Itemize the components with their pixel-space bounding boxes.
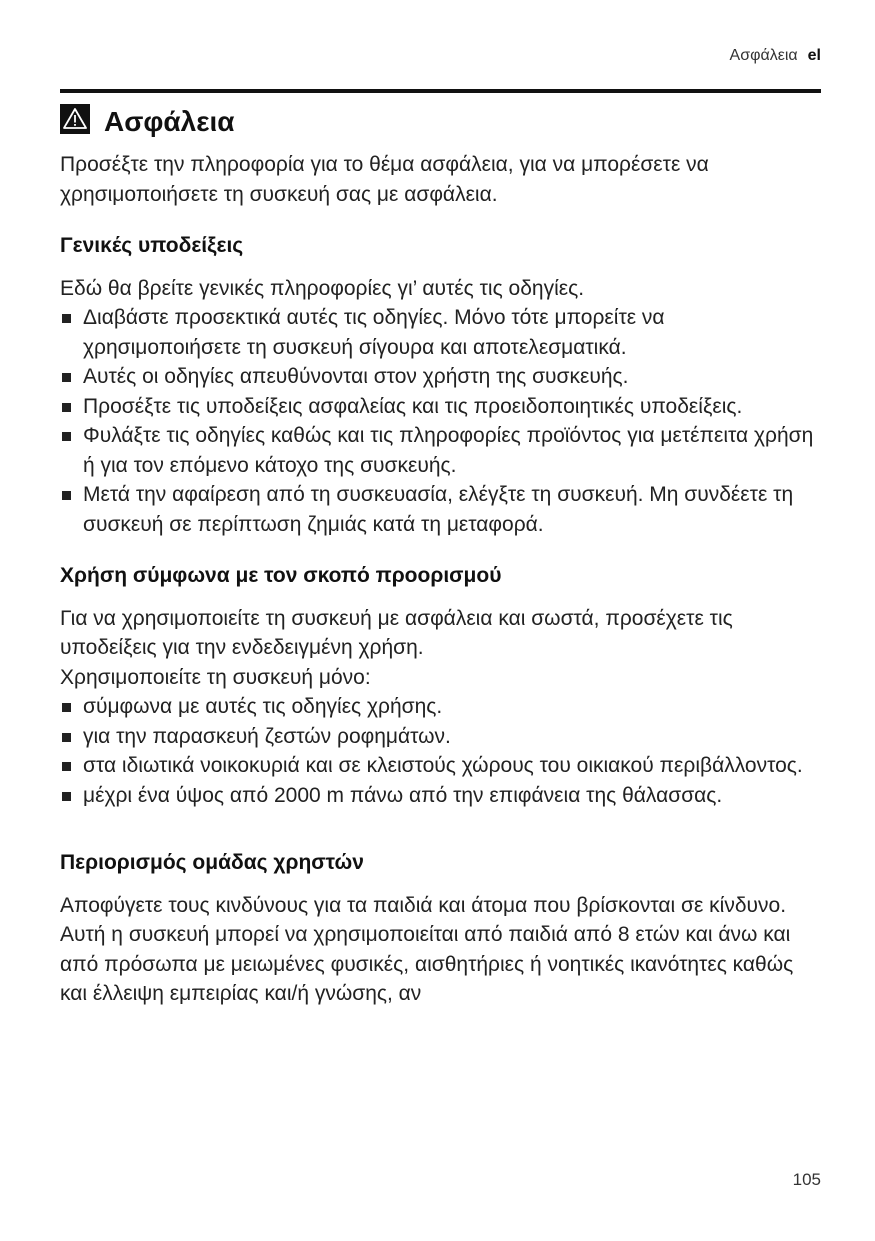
- header-section: Ασφάλεια: [729, 47, 798, 64]
- list-item: σύμφωνα με αυτές τις οδηγίες χρήσης.: [60, 692, 825, 722]
- list-item: Προσέξτε τις υποδείξεις ασφαλείας και τις προειδοποιητικές υποδείξεις.: [60, 392, 825, 422]
- list-item: στα ιδιωτικά νοικοκυριά και σε κλειστούς χώρους του οικιακού περιβάλλοντος.: [60, 751, 825, 781]
- section-title-row: [60, 96, 234, 142]
- intended-use-paragraph: Για να χρησιμοποιείτε τη συσκευή με ασφάλεια και σωστά, προσέχετε τις υποδείξεις για την ενδεδειγμένη χρήση.: [60, 606, 733, 659]
- user-restriction-paragraph: Αποφύγετε τους κινδύνους για τα παιδιά και άτομα που βρίσκονται σε κίνδυνο.: [60, 893, 787, 917]
- general-heading: Γενικές υποδείξεις: [60, 234, 244, 257]
- running-header: [730, 47, 821, 65]
- intended-use-list: [60, 692, 825, 810]
- main-content: [60, 150, 825, 1009]
- list-item: Διαβάστε προσεκτικά αυτές τις οδηγίες. Μόνο τότε μπορείτε να χρησιμοποιήσετε τη συσκευή σίγουρα και αποτελεσματικά.: [60, 303, 825, 362]
- list-item: Φυλάξτε τις οδηγίες καθώς και τις πληροφορίες προϊόντος για μετέπειτα χρήση ή για τον επόμενο κάτοχο της συσκευής.: [60, 421, 825, 480]
- intro-paragraph: Προσέξτε την πληροφορία για το θέμα ασφάλεια, για να μπορέσετε να χρησιμοποιήσετε τη συσκευή σας με ασφάλεια.: [60, 153, 709, 206]
- list-item: μέχρι ένα ύψος από 2000 m πάνω από την επιφάνεια της θάλασσας.: [60, 781, 825, 811]
- page-title: Ασφάλεια: [104, 106, 235, 137]
- warning-icon: [60, 104, 90, 134]
- user-restriction-heading: Περιορισμός ομάδας χρηστών: [60, 851, 364, 874]
- list-item: Αυτές οι οδηγίες απευθύνονται στον χρήστη της συσκευής.: [60, 362, 825, 392]
- header-language: el: [807, 47, 821, 64]
- intended-use-lead: Χρησιμοποιείτε τη συσκευή μόνο:: [60, 665, 371, 689]
- user-restriction-paragraph-2: Αυτή η συσκευή μπορεί να χρησιμοποιείται από παιδιά από 8 ετών και άνω και από πρόσωπα με μειωμένες φυσικές, αισθητήριες ή νοητικές ικανότητες καθώς και έλλειψη εμπειρίας και/ή γνώσης, αν: [60, 923, 794, 1005]
- list-item: για την παρασκευή ζεστών ροφημάτων.: [60, 722, 825, 752]
- general-list: [60, 303, 825, 539]
- intended-use-heading: Χρήση σύμφωνα με τον σκοπό προορισμού: [60, 564, 502, 587]
- page-number: 105: [792, 1170, 821, 1189]
- list-item: Μετά την αφαίρεση από τη συσκευασία, ελέγξτε τη συσκευή. Μη συνδέετε τη συσκευή σε περίπτωση ζημιάς κατά τη μεταφορά.: [60, 480, 825, 539]
- header-rule: [60, 89, 821, 93]
- general-lead: Εδώ θα βρείτε γενικές πληροφορίες γι’ αυτές τις οδηγίες.: [60, 276, 585, 300]
